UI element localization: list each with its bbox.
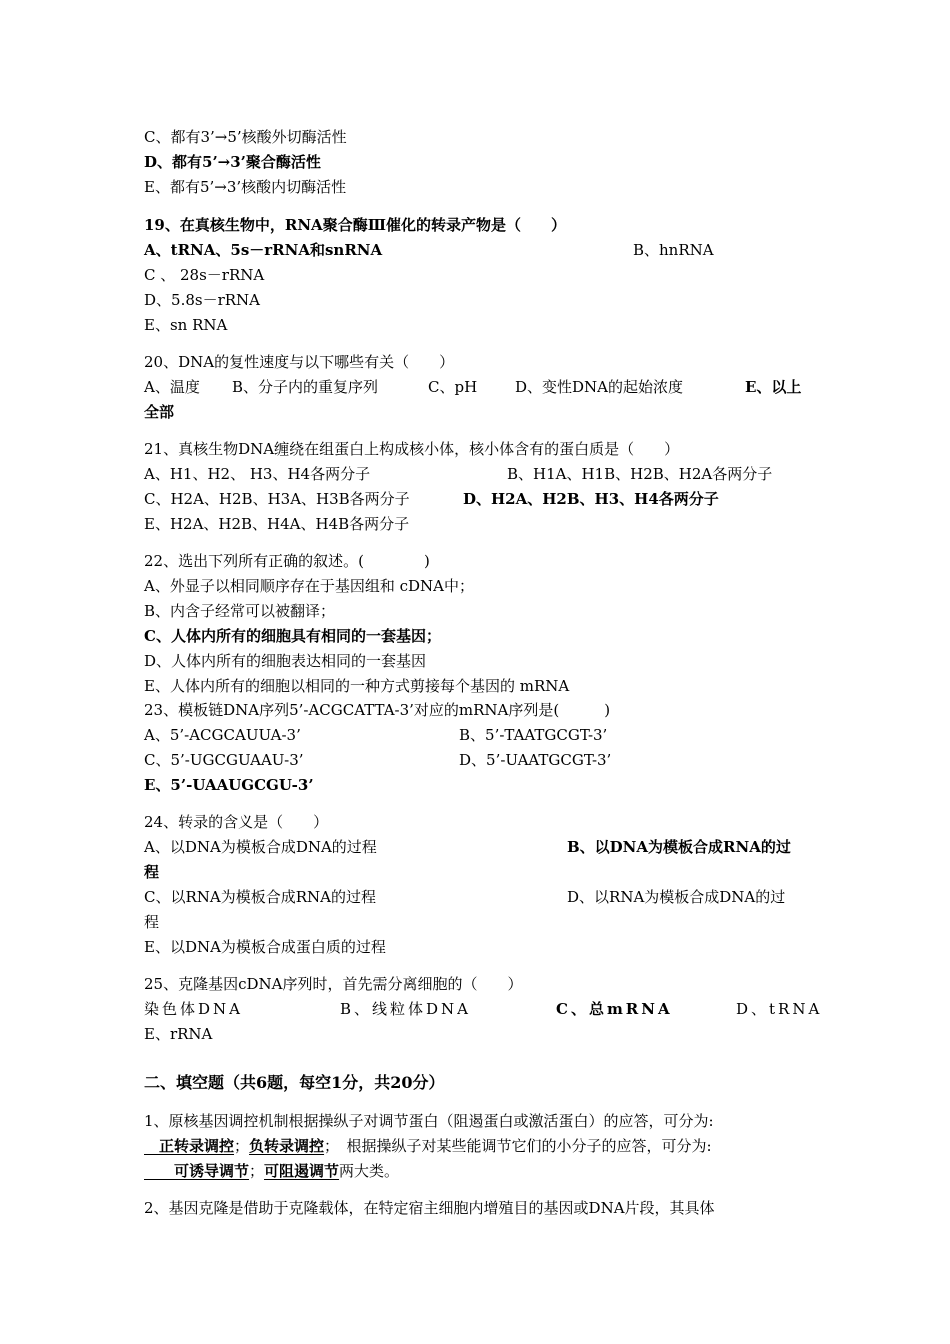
q19-option-c: C 、 28s－rRNA bbox=[144, 266, 265, 284]
q24-option-d: D、以RNA为模板合成DNA的过 bbox=[567, 888, 786, 906]
q25-stem: 25、克隆基因cDNA序列时，首先需分离细胞的（ ） bbox=[144, 975, 523, 993]
q24-option-b: B、以DNA为模板合成RNA的过 bbox=[567, 838, 791, 856]
f1-sep-2: ； 根据操纵子对某些能调节它们的小分子的应答，可分为: bbox=[324, 1137, 712, 1155]
q23-stem: 23、模板链DNA序列5’-ACGCATTA-3’对应的mRNA序列是( ) bbox=[144, 701, 611, 719]
q20-option-e: E、以上 bbox=[745, 378, 802, 396]
f1-line1: 1、原核基因调控机制根据操纵子对调节蛋白（阻遏蛋白或激活蛋白）的应答，可分为: bbox=[144, 1112, 714, 1130]
q18-option-e: E、都有5’→3’核酸内切酶活性 bbox=[144, 178, 347, 196]
q25-option-b: B、线粒体DNA bbox=[340, 1000, 472, 1018]
f1-answer-4: 可阻遏调节 bbox=[264, 1162, 340, 1180]
q20-stem: 20、DNA的复性速度与以下哪些有关（ ） bbox=[144, 353, 455, 371]
q19-stem: 19、在真核生物中，RNA聚合酶Ⅲ催化的转录产物是（ ） bbox=[144, 216, 566, 234]
f2-line1: 2、基因克隆是借助于克隆载体，在特定宿主细胞内增殖目的基因或DNA片段，其具体 bbox=[144, 1199, 715, 1217]
q21-option-b: B、H1A、H1B、H2B、H2A各两分子 bbox=[507, 465, 773, 483]
q20-option-e-cont: 全部 bbox=[144, 403, 175, 421]
f1-answer-1: 正转录调控 bbox=[144, 1137, 235, 1155]
q25-option-c: C、总mRNA bbox=[556, 1000, 673, 1018]
q20-option-a: A、温度 bbox=[144, 378, 200, 396]
q23-option-e: E、5’-UAAUGCGU-3’ bbox=[144, 776, 314, 794]
q24-option-b-cont: 程 bbox=[144, 863, 160, 881]
q23-option-b: B、5’-TAATGCGT-3’ bbox=[459, 726, 608, 744]
q24-stem: 24、转录的含义是（ ） bbox=[144, 813, 329, 831]
q24-option-e: E、以DNA为模板合成蛋白质的过程 bbox=[144, 938, 386, 956]
f1-tail: 两大类。 bbox=[339, 1162, 400, 1180]
q24-option-a: A、以DNA为模板合成DNA的过程 bbox=[144, 838, 377, 856]
q22-option-b: B、内含子经常可以被翻译； bbox=[144, 602, 336, 620]
q19-option-a: A、tRNA、5s－rRNA和snRNA bbox=[144, 241, 383, 259]
q21-option-a: A、H1、H2、 H3、H4各两分子 bbox=[144, 465, 371, 483]
q19-option-d: D、5.8s－rRNA bbox=[144, 291, 261, 309]
q20-option-c: C、pH bbox=[428, 378, 478, 396]
q22-option-e: E、人体内所有的细胞以相同的一种方式剪接每个基因的 mRNA bbox=[144, 677, 570, 695]
q24-option-d-cont: 程 bbox=[144, 913, 160, 931]
f1-line2 bbox=[144, 1136, 712, 1156]
q23-option-a: A、5’-ACGCAUUA-3’ bbox=[144, 726, 301, 744]
section-title-fill-in: 二、填空题（共6题，每空1分，共20分） bbox=[144, 1073, 445, 1092]
q21-option-c: C、H2A、H2B、H3A、H3B各两分子 bbox=[144, 490, 410, 508]
q22-option-a: A、外显子以相同顺序存在于基因组和 cDNA中； bbox=[144, 577, 474, 595]
q20-option-b: B、分子内的重复序列 bbox=[232, 378, 379, 396]
q20-option-d: D、变性DNA的起始浓度 bbox=[515, 378, 684, 396]
f1-sep-1: ； bbox=[234, 1137, 250, 1155]
f1-line3 bbox=[144, 1161, 399, 1181]
q25-option-e: E、rRNA bbox=[144, 1025, 213, 1043]
q25-option-a: 染色体DNA bbox=[144, 1000, 243, 1018]
q21-option-d: D、H2A、H2B、H3、H4各两分子 bbox=[463, 490, 719, 508]
q22-option-c: C、人体内所有的细胞具有相同的一套基因； bbox=[144, 627, 441, 645]
f1-sep-3: ； bbox=[249, 1162, 265, 1180]
q18-option-c: C、都有3’→5’核酸外切酶活性 bbox=[144, 128, 347, 146]
q23-option-c: C、5’-UGCGUAAU-3’ bbox=[144, 751, 304, 769]
q25-option-d: D、tRNA bbox=[736, 1000, 823, 1018]
f1-answer-2: 负转录调控 bbox=[249, 1137, 325, 1155]
q21-option-e: E、H2A、H2B、H4A、H4B各两分子 bbox=[144, 515, 410, 533]
q24-option-c: C、以RNA为模板合成RNA的过程 bbox=[144, 888, 376, 906]
q21-stem: 21、真核生物DNA缠绕在组蛋白上构成核小体，核小体含有的蛋白质是（ ） bbox=[144, 440, 680, 458]
q23-option-d: D、5’-UAATGCGT-3’ bbox=[459, 751, 612, 769]
q19-option-b: B、hnRNA bbox=[633, 241, 714, 259]
q19-option-e: E、sn RNA bbox=[144, 316, 228, 334]
f1-answer-3: 可诱导调节 bbox=[144, 1162, 250, 1180]
q22-option-d: D、人体内所有的细胞表达相同的一套基因 bbox=[144, 652, 427, 670]
q22-stem: 22、选出下列所有正确的叙述。( ) bbox=[144, 552, 430, 570]
q18-option-d: D、都有5’→3’聚合酶活性 bbox=[144, 153, 321, 171]
